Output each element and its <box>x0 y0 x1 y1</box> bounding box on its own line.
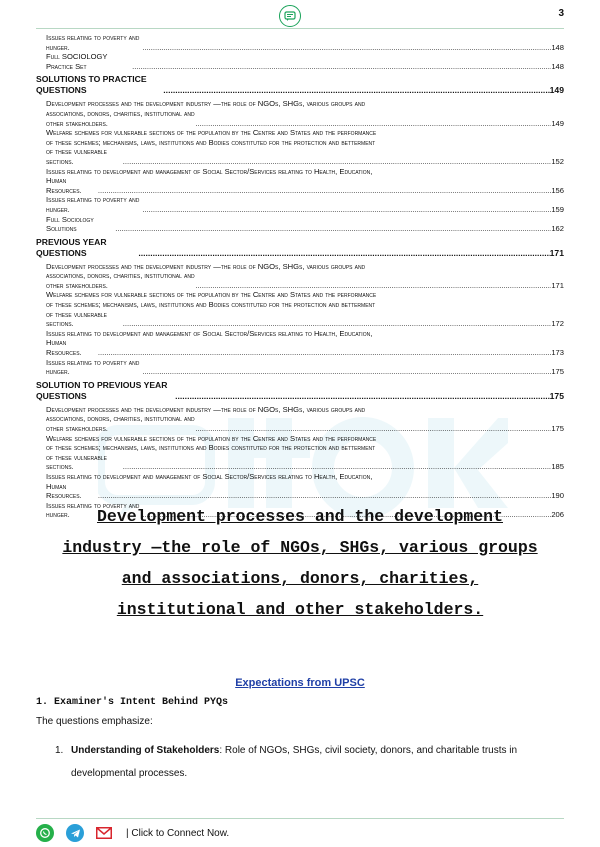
chapter-title-line: industry —the role of NGOs, SHGs, various groups <box>62 538 538 557</box>
toc-entry-page: 175 <box>551 367 564 377</box>
table-of-contents <box>36 33 564 520</box>
toc-entry[interactable] <box>36 262 564 291</box>
mail-icon[interactable] <box>96 827 112 839</box>
toc-section-title: SOLUTIONS TO PRACTICE QUESTIONS <box>36 74 147 96</box>
toc-entry-page: 148 <box>551 61 564 71</box>
list-item <box>55 739 565 785</box>
toc-entry-title: of these vulnerable sections. <box>46 452 107 472</box>
footer-divider <box>36 818 564 819</box>
toc-entry-line: Development processes and the development industry —the role of NGOs, SHGs, various groups and <box>46 99 366 109</box>
toc-entry-title: Issues relating to poverty and hunger. <box>46 500 140 520</box>
toc-entry-line: Issues relating to development and management of Social Sector/Services relating to Health, Education, <box>46 166 373 176</box>
connect-link[interactable]: | Click to Connect Now. <box>126 827 230 839</box>
list-item-number: 1. <box>55 745 64 756</box>
toc-entry-line: of these schemes; mechanisms, laws, institutions and Bodies constituted for the protection and betterment <box>46 300 376 310</box>
toc-entry[interactable] <box>36 128 564 166</box>
chapter-title-line: Development processes and the development <box>97 507 503 526</box>
toc-entry-page: 206 <box>551 510 564 520</box>
toc-section-page: 175 <box>549 390 564 401</box>
toc-entry[interactable] <box>36 99 564 128</box>
toc-entry[interactable] <box>36 472 564 501</box>
toc-entry-title: Human Resources. <box>46 338 82 358</box>
header-divider <box>36 28 564 29</box>
toc-entry-title: Full SOCIOLOGY Practice Set <box>46 52 108 71</box>
toc-entry-title: Human Resources. <box>46 481 82 501</box>
toc-entry-line: Welfare schemes for vulnerable sections of the population by the Centre and States and the performance <box>46 128 377 138</box>
toc-entry-page: 173 <box>551 348 564 358</box>
toc-section-title: SOLUTION TO PREVIOUS YEAR QUESTIONS <box>36 379 168 401</box>
toc-entry-title: Human Resources. <box>46 176 82 195</box>
toc-entry-title: Issues relating to poverty and hunger. <box>46 357 140 377</box>
toc-entry-page: 171 <box>551 280 564 290</box>
toc-entry-title: of these vulnerable sections. <box>46 309 107 329</box>
page-number: 3 <box>558 8 564 19</box>
toc-entry-title: Full Sociology Solutions <box>46 214 94 234</box>
list-item-label: Understanding of Stakeholders <box>71 745 220 756</box>
toc-entry-line: of these schemes; mechanisms, laws, institutions and Bodies constituted for the protection and betterment <box>46 137 376 147</box>
footer <box>36 823 229 843</box>
toc-section-title: PREVIOUS YEAR QUESTIONS <box>36 236 107 258</box>
toc-entry-page: 159 <box>551 204 564 214</box>
toc-entry-title: Issues relating to poverty and hunger. <box>46 33 140 52</box>
toc-entry-page: 172 <box>551 319 564 329</box>
toc-entry-page: 175 <box>551 424 564 433</box>
toc-entry-page: 156 <box>551 185 564 195</box>
toc-entry-line: Issues relating to development and management of Social Sector/Services relating to Health, Education, <box>46 328 373 338</box>
toc-entry-line: Welfare schemes for vulnerable sections of the population by the Centre and States and the performance <box>46 433 377 443</box>
toc-entry-page: 148 <box>551 42 564 52</box>
toc-entry[interactable] <box>36 358 564 377</box>
toc-entry[interactable] <box>36 215 564 234</box>
toc-entry-line: of these schemes; mechanisms, laws, institutions and Bodies constituted for the protection and betterment <box>46 443 376 453</box>
telegram-icon[interactable] <box>66 824 84 842</box>
chapter-title-line: and associations, donors, charities, <box>121 569 479 588</box>
toc-entry-title: associations, donors, charities, institutional and other stakeholders. <box>46 108 195 128</box>
whatsapp-icon[interactable] <box>36 824 54 842</box>
chapter-title <box>30 501 570 625</box>
toc-entry-line: Development processes and the development industry —the role of NGOs, SHGs, various groups and <box>46 404 366 414</box>
toc-entry-line: Welfare schemes for vulnerable sections of the population by the Centre and States and the performance <box>46 290 377 300</box>
list-item-text: : Role of NGOs, SHGs, civil society, donors, and charitable trusts in developmental processes. <box>71 745 518 779</box>
toc-entry[interactable] <box>36 33 564 52</box>
toc-section-heading[interactable] <box>36 237 564 259</box>
toc-entry-page: 190 <box>551 491 564 501</box>
toc-entry-page: 149 <box>551 118 564 128</box>
toc-entry-page: 185 <box>551 462 564 472</box>
examiner-intent-subheading: 1. Examiner's Intent Behind PYQs <box>36 697 229 708</box>
toc-section-page: 171 <box>549 247 564 258</box>
toc-entry[interactable] <box>36 52 564 71</box>
chapter-title-line: institutional and other stakeholders. <box>116 600 484 619</box>
toc-entry[interactable] <box>36 405 564 434</box>
toc-entry-title: of these vulnerable sections. <box>46 147 107 166</box>
toc-entry[interactable] <box>36 434 564 472</box>
expectations-heading: Expectations from UPSC <box>235 677 365 689</box>
header-logo-icon <box>279 5 301 27</box>
toc-entry-line: Development processes and the development industry —the role of NGOs, SHGs, various groups and <box>46 261 366 271</box>
toc-entry-line: Issues relating to development and management of Social Sector/Services relating to Health, Education, <box>46 471 373 481</box>
toc-entry-page: 152 <box>551 156 564 166</box>
toc-entry[interactable] <box>36 195 564 214</box>
toc-entry-title: Issues relating to poverty and hunger. <box>46 195 140 214</box>
toc-entry-title: associations, donors, charities, institutional and other stakeholders. <box>46 271 195 290</box>
toc-section-heading[interactable] <box>36 74 564 96</box>
toc-entry[interactable] <box>36 290 564 328</box>
toc-entry-title: associations, donors, charities, institutional and other stakeholders. <box>46 414 195 433</box>
toc-section-page: 149 <box>549 85 564 96</box>
toc-entry-page: 162 <box>551 224 564 234</box>
toc-entry[interactable] <box>36 167 564 196</box>
toc-entry[interactable] <box>36 329 564 358</box>
toc-section-heading[interactable] <box>36 380 564 402</box>
intro-text: The questions emphasize: <box>36 716 153 727</box>
